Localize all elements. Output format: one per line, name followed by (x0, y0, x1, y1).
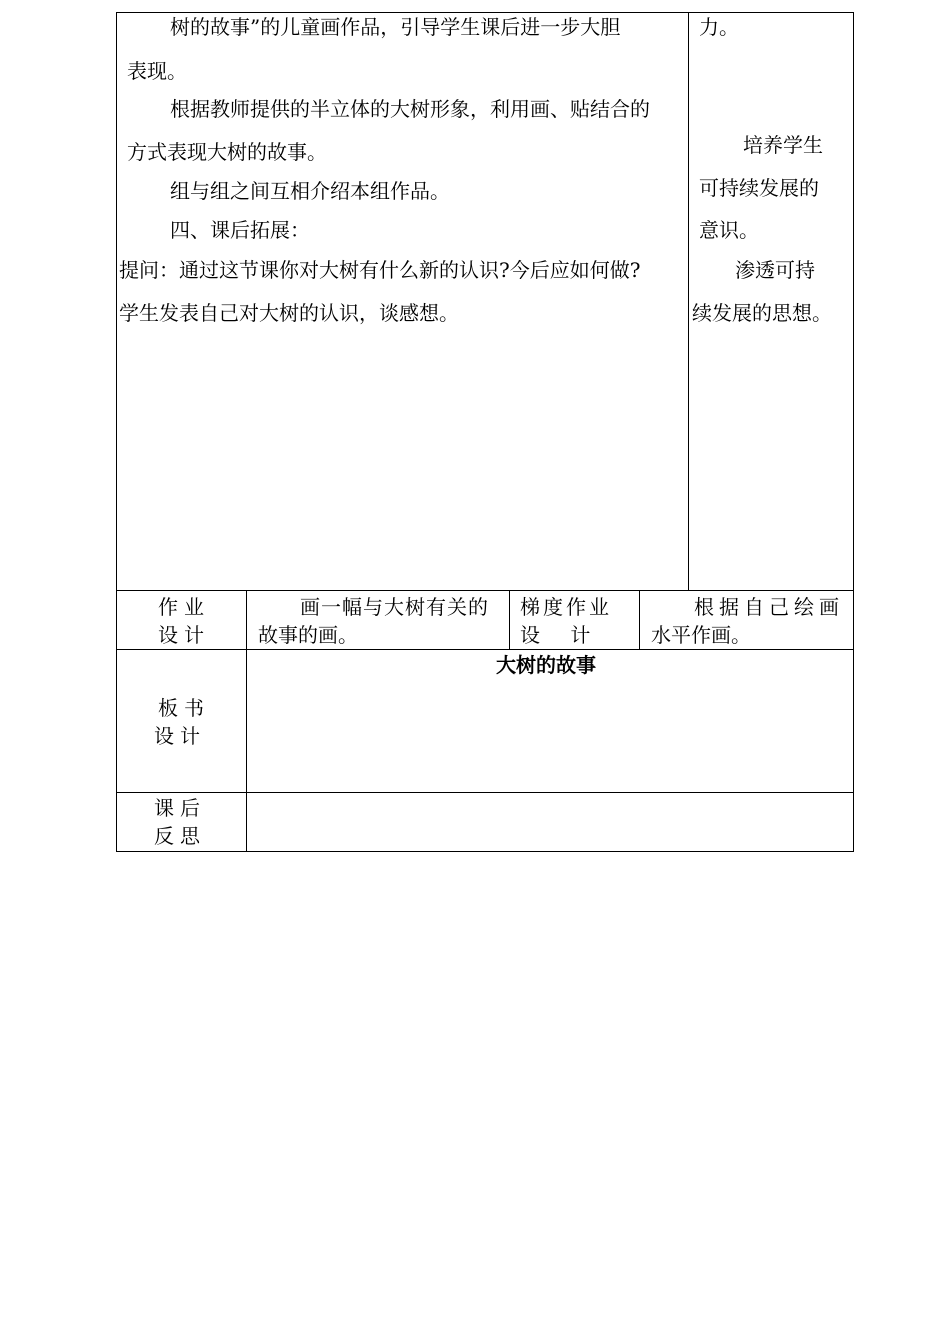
process-line: 树的故事”的儿童画作品，引导学生课后进一步大胆 (170, 15, 621, 39)
process-line: 根据教师提供的半立体的大树形象，利用画、贴结合的 (170, 97, 650, 121)
reflection-label: 课后 (154, 796, 206, 820)
homework-label: 设计 (158, 623, 210, 647)
row-divider-reflection (116, 792, 854, 793)
process-line: 方式表现大树的故事。 (127, 140, 327, 164)
note-line: 渗透可持 (735, 258, 815, 282)
reflection-label: 反思 (154, 824, 206, 848)
homework-label: 作业 (158, 595, 210, 619)
col-divider-tiered-content (639, 590, 640, 650)
note-line: 培养学生 (743, 133, 823, 157)
row-divider-board (116, 649, 854, 650)
process-line: 组与组之间互相介绍本组作品。 (170, 179, 450, 203)
board-label: 板书 (158, 696, 210, 720)
note-line: 力。 (699, 15, 739, 39)
board-label: 设计 (154, 724, 206, 748)
board-title: 大树的故事 (496, 653, 596, 677)
homework-content: 故事的画。 (258, 623, 358, 647)
tiered-homework-content: 水平作画。 (651, 623, 751, 647)
note-line: 可持续发展的 (699, 176, 819, 200)
col-divider-label (246, 590, 247, 852)
homework-content: 画一幅与大树有关的 (300, 595, 489, 619)
tiered-homework-label: 梯度作业 (520, 595, 612, 619)
note-line: 续发展的思想。 (692, 301, 832, 325)
row-divider-homework (116, 590, 854, 591)
process-line: 提问：通过这节课你对大树有什么新的认识?今后应如何做? (119, 258, 641, 282)
note-line: 意识。 (699, 218, 759, 242)
col-divider-notes (688, 12, 689, 591)
tiered-homework-content: 根据自己绘画 (694, 595, 844, 619)
col-divider-tiered-label (509, 590, 510, 650)
process-line: 四、课后拓展： (170, 218, 310, 242)
tiered-homework-label: 设 计 (520, 623, 603, 647)
process-line: 学生发表自己对大树的认识，谈感想。 (119, 301, 459, 325)
process-line: 表现。 (127, 59, 187, 83)
